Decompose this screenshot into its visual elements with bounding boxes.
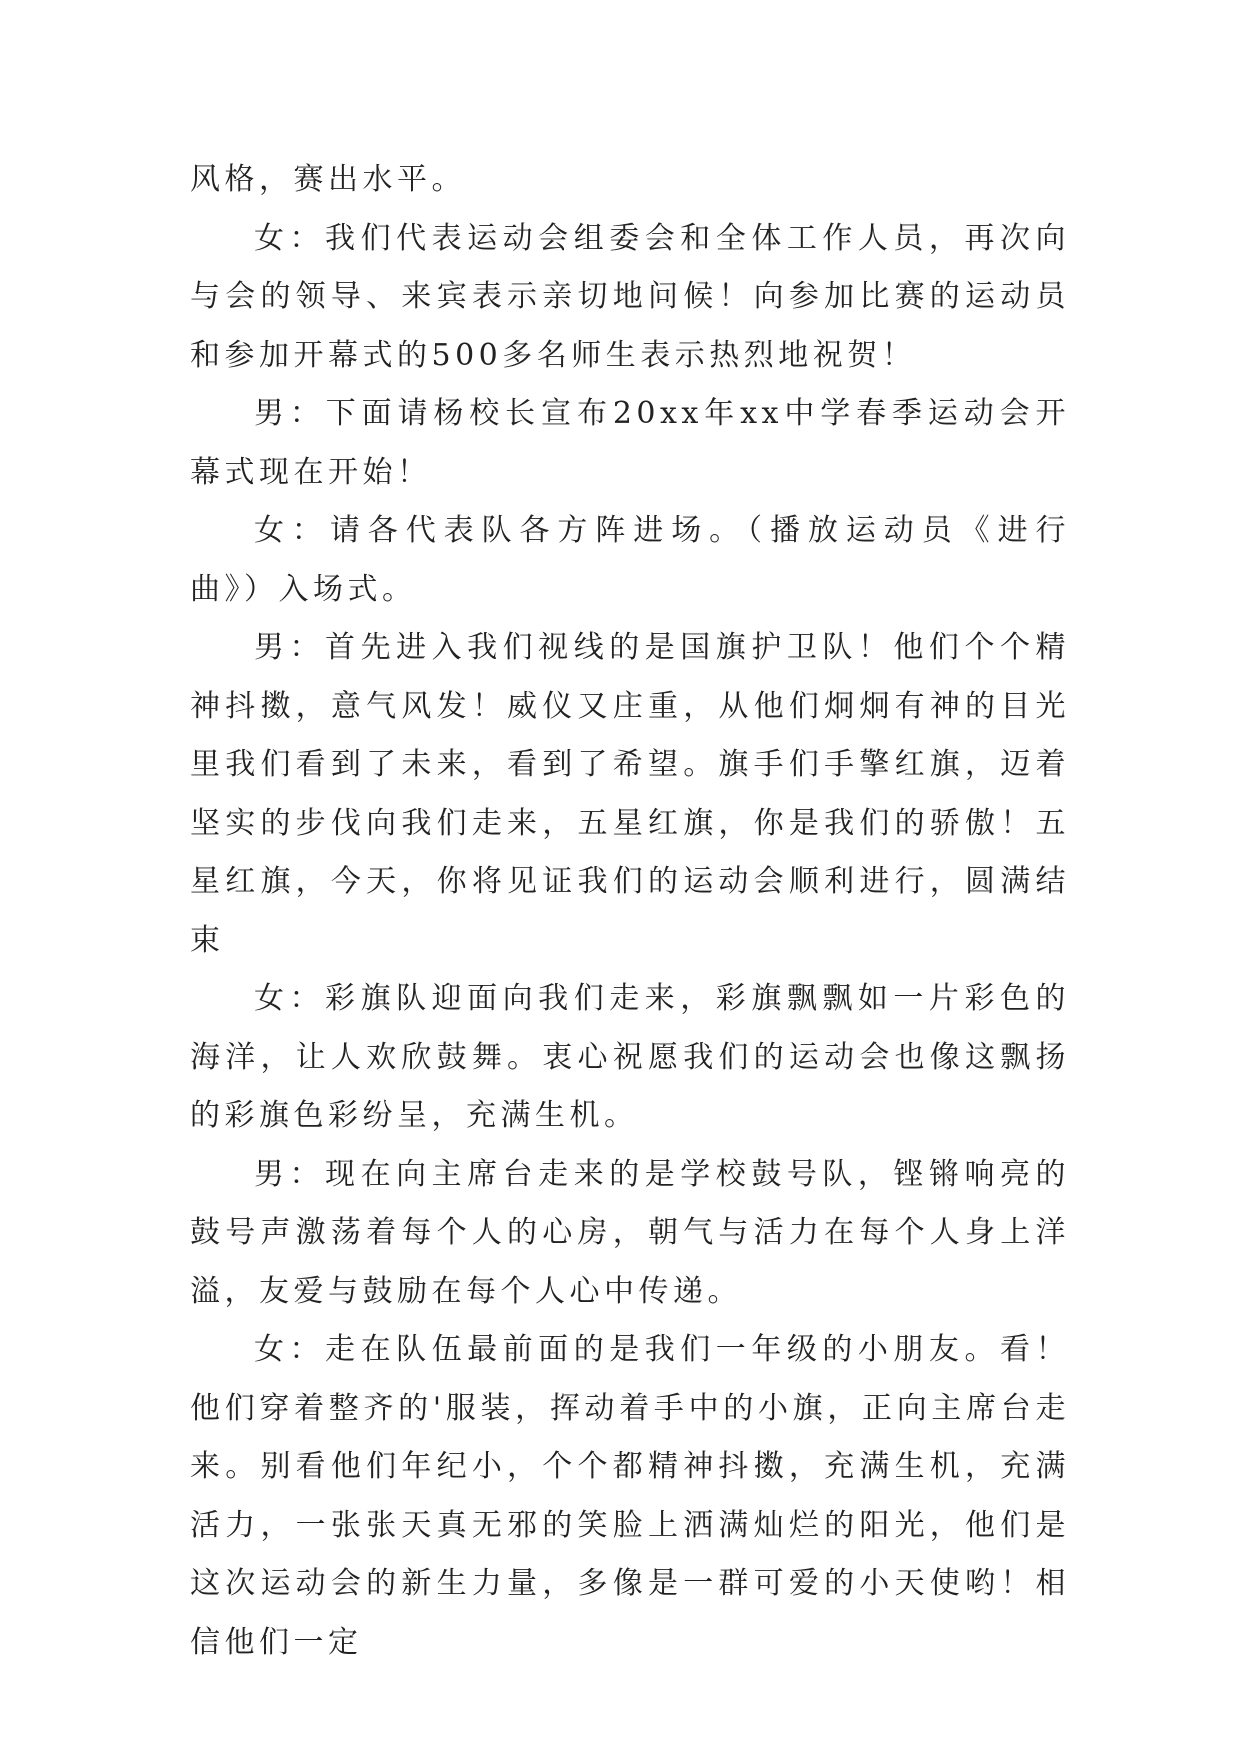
paragraph-4: 女：请各代表队各方阵进场。（播放运动员《进行曲》）入场式。 [190, 513, 1070, 607]
paragraph-3: 男：下面请杨校长宣布20xx年xx中学春季运动会开幕式现在开始！ [190, 396, 1070, 490]
paragraph-8: 女：走在队伍最前面的是我们一年级的小朋友。看！他们穿着整齐的'服装，挥动着手中的小旗，正向主席台走来。别看他们年纪小，个个都精神抖擞，充满生机，充满活力，一张张天真无邪的笑脸上洒满灿烂的阳光，他们是这次运动会的新生力量，多像是一群可爱的小天使哟！相信他们一定 [190, 1332, 1070, 1660]
paragraph-6: 女：彩旗队迎面向我们走来，彩旗飘飘如一片彩色的海洋，让人欢欣鼓舞。衷心祝愿我们的运动会也像这飘扬的彩旗色彩纷呈，充满生机。 [190, 981, 1070, 1133]
paragraph-2: 女：我们代表运动会组委会和全体工作人员，再次向与会的领导、来宾表示亲切地问候！向参加比赛的运动员和参加开幕式的500多名师生表示热烈地祝贺！ [190, 220, 1070, 373]
paragraph-5: 男：首先进入我们视线的是国旗护卫队！他们个个精神抖擞，意气风发！威仪又庄重，从他们炯炯有神的目光里我们看到了未来，看到了希望。旗手们手擎红旗，迈着坚实的步伐向我们走来，五星红旗，你是我们的骄傲！五星红旗，今天，你将见证我们的运动会顺利进行，圆满结束 [190, 630, 1070, 958]
paragraph-1: 风格，赛出水平。 [190, 162, 466, 197]
paragraph-7: 男：现在向主席台走来的是学校鼓号队，铿锵响亮的鼓号声激荡着每个人的心房，朝气与活力在每个人身上洋溢，友爱与鼓励在每个人心中传递。 [190, 1156, 1070, 1309]
document-body [190, 151, 1070, 1672]
